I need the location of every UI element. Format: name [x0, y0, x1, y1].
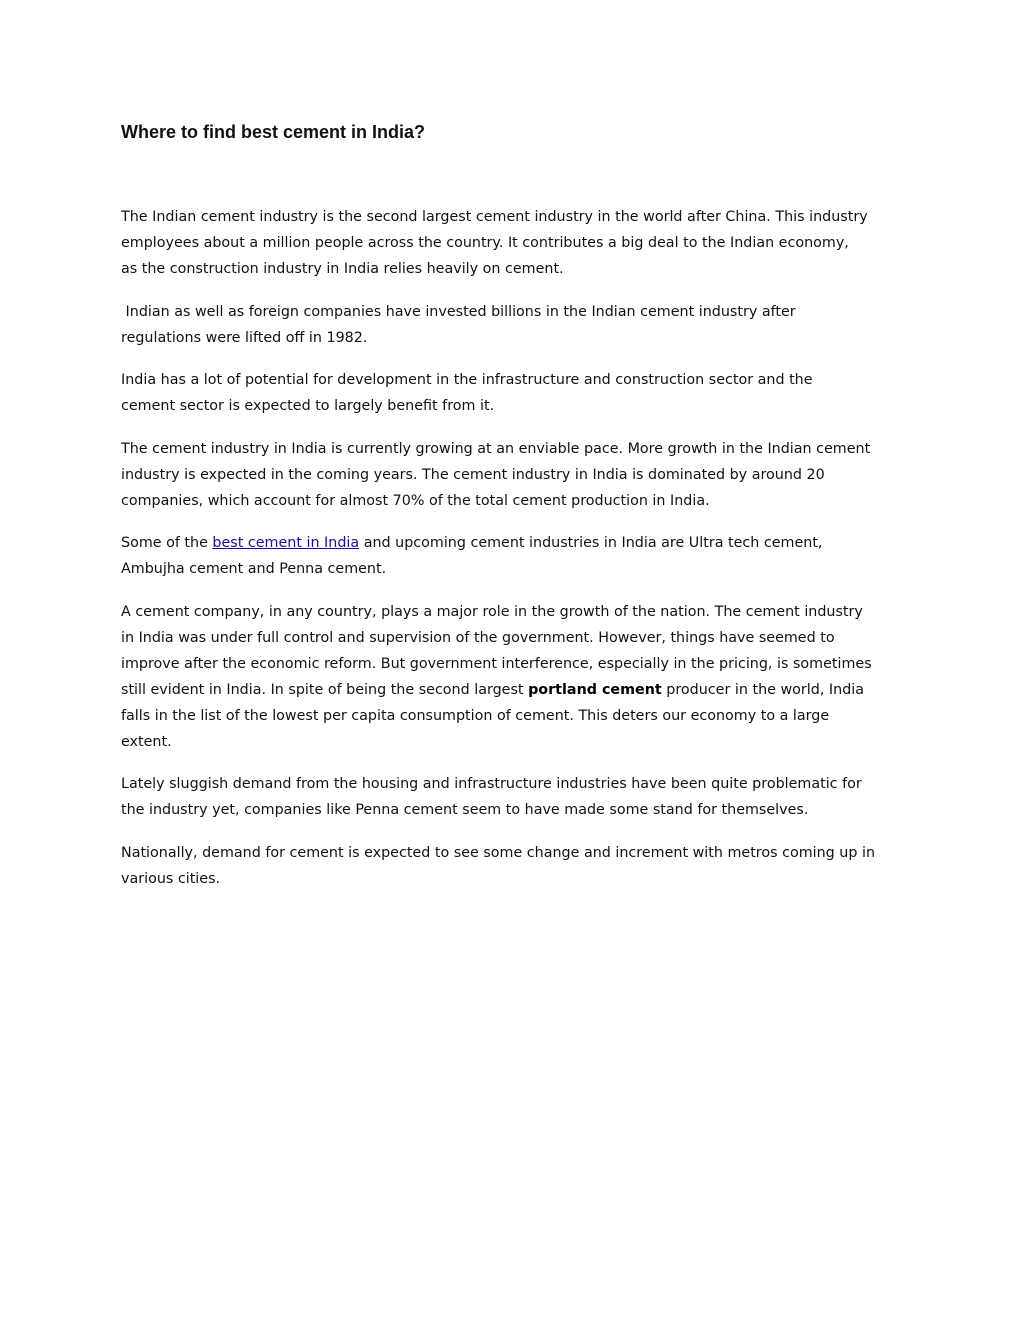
text-run: and upcoming cement industries in India are Ultra tech cement, — [359, 535, 823, 551]
paragraph-line: falls in the list of the lowest per capita consumption of cement. This deters our economy to a large — [121, 707, 830, 724]
paragraph-line: Lately sluggish demand from the housing and infrastructure industries have been quite problematic for — [121, 776, 862, 792]
paragraph-line — [121, 677, 921, 703]
paragraph-line: A cement company, in any country, plays a major role in the growth of the nation. The cement industry — [121, 603, 863, 620]
paragraph-4 — [121, 436, 921, 514]
paragraph-line: The cement industry in India is currently growing at an enviable pace. More growth in the Indian cement — [121, 440, 871, 457]
paragraph-line: Indian as well as foreign companies have invested billions in the Indian cement industry after — [121, 303, 796, 320]
paragraph-line: various cities. — [121, 870, 221, 887]
paragraph-line: improve after the economic reform. But government interference, especially in the pricing, is sometimes — [121, 655, 872, 672]
paragraph-line: regulations were lifted off in 1982. — [121, 329, 368, 346]
paragraph-3 — [121, 367, 921, 419]
paragraph-8 — [121, 840, 921, 892]
paragraph-7 — [121, 771, 921, 823]
text-run: Some of the — [121, 535, 213, 551]
paragraph-line: The Indian cement industry is the second largest cement industry in the world after China. This industry — [121, 209, 868, 225]
paragraph-5 — [121, 530, 921, 582]
paragraph-line: the industry yet, companies like Penna cement seem to have made some stand for themselves. — [121, 802, 809, 818]
paragraph-2 — [121, 299, 921, 351]
bold-term: portland cement — [528, 681, 662, 698]
paragraph-line: industry is expected in the coming years. The cement industry in India is dominated by around 20 — [121, 466, 825, 483]
best-cement-link[interactable]: best cement in India — [212, 535, 360, 551]
text-run: still evident in India. In spite of being the second largest — [121, 681, 529, 698]
paragraph-line: in India was under full control and supervision of the government. However, things have seemed to — [121, 629, 835, 646]
paragraph-6 — [121, 599, 921, 755]
document-body — [121, 204, 921, 908]
text-run: producer in the world, India — [661, 681, 865, 698]
paragraph-line: Nationally, demand for cement is expected to see some change and increment with metros coming up in — [121, 844, 875, 861]
paragraph-line: cement sector is expected to largely benefit from it. — [121, 398, 495, 414]
paragraph-1 — [121, 204, 921, 282]
paragraph-line: companies, which account for almost 70% of the total cement production in India. — [121, 492, 710, 509]
paragraph-line: Ambujha cement and Penna cement. — [121, 561, 387, 577]
paragraph-line — [121, 530, 921, 556]
paragraph-line: employees about a million people across the country. It contributes a big deal to the Indian economy, — [121, 235, 849, 251]
paragraph-line: as the construction industry in India relies heavily on cement. — [121, 261, 564, 277]
paragraph-line: extent. — [121, 733, 172, 750]
document-title: Where to find best cement in India? — [121, 122, 426, 142]
paragraph-line: India has a lot of potential for development in the infrastructure and construction sector and the — [121, 372, 813, 388]
